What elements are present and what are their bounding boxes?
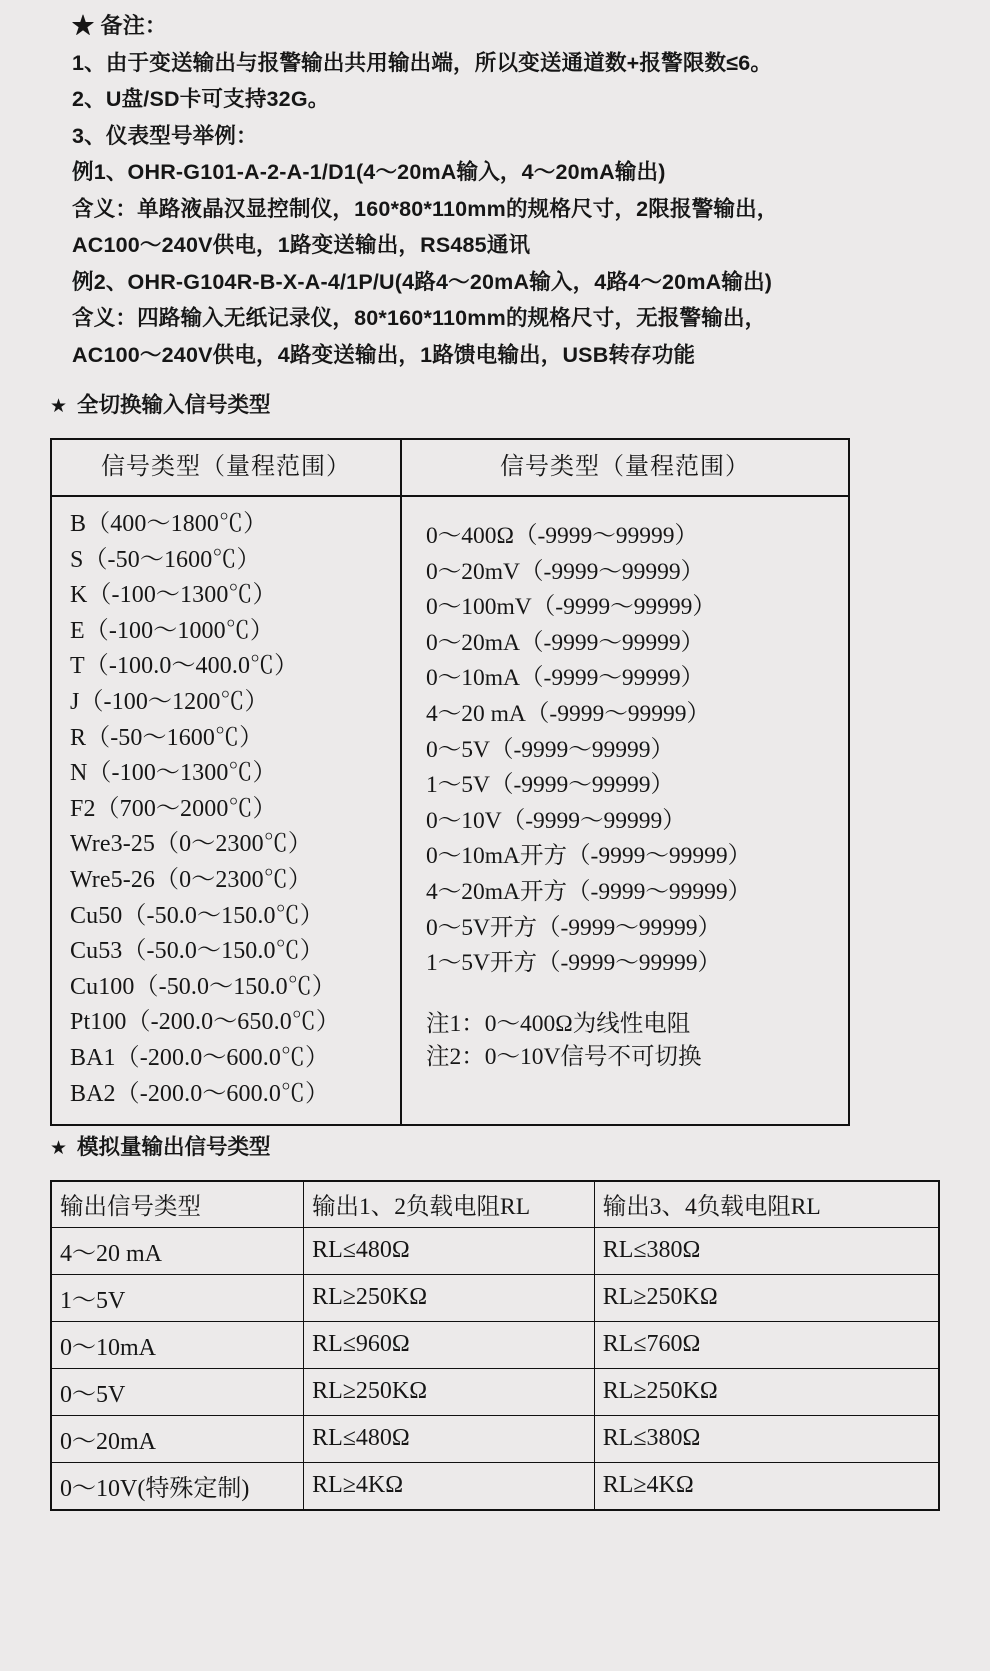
left-items-list (52, 497, 400, 1124)
cell-load-12: RL≤480Ω (304, 1416, 595, 1463)
table-note: 注1：0～400Ω为线性电阻 (426, 1010, 691, 1037)
list-item: 4～20 mA（-9999～99999） (426, 700, 710, 727)
cell-signal-type: 0～20mA (51, 1416, 304, 1463)
list-item: 0～10mA（-9999～99999） (426, 665, 705, 692)
column-header: 输出信号类型 (51, 1181, 304, 1228)
cell-load-34: RL≤380Ω (594, 1228, 939, 1275)
note-line: 1、由于变送输出与报警输出共用输出端，所以变送通道数+报警限数≤6。 (72, 50, 773, 75)
column-header: 输出3、4负载电阻RL (594, 1181, 939, 1228)
right-items-list (402, 497, 848, 1086)
column-header: 信号类型（量程范围） (52, 440, 400, 497)
spacer (426, 982, 848, 1008)
note-line: 例2、OHR-G104R-B-X-A-4/1P/U(4路4～20mA输入，4路4～20mA输出) (72, 269, 773, 294)
cell-signal-type: 0～10V(特殊定制) (51, 1463, 304, 1511)
cell-signal-type: 0～10mA (51, 1322, 304, 1369)
note-line: 含义：单路液晶汉显控制仪，160*80*110mm的规格尺寸，2限报警输出， (72, 196, 779, 221)
list-item: Wre3-25（0～2300℃） (70, 831, 312, 858)
list-item: 0～20mV（-9999～99999） (426, 558, 705, 585)
list-item: BA1（-200.0～600.0℃） (70, 1044, 330, 1071)
input-table-left-column (52, 440, 402, 1124)
cell-load-12: RL≥250KΩ (304, 1275, 595, 1322)
analog-output-table (50, 1180, 940, 1511)
list-item: 0～400Ω（-9999～99999） (426, 523, 699, 549)
cell-load-34: RL≥250KΩ (594, 1369, 939, 1416)
notes-block (72, 8, 932, 373)
note-line: 含义：四路输入无纸记录仪，80*160*110mm的规格尺寸，无报警输出， (72, 306, 767, 330)
list-item: B（400～1800℃） (70, 511, 268, 537)
list-item: J（-100～1200℃） (70, 688, 269, 715)
notes-title: ★ 备注： (72, 13, 168, 38)
note-line: 例1、OHR-G101-A-2-A-1/D1(4～20mA输入，4～20mA输出) (72, 160, 666, 184)
table-row (51, 1369, 939, 1416)
list-item: 0～5V开方（-9999～99999） (426, 914, 722, 941)
output-section-heading-text: 模拟量输出信号类型 (77, 1135, 271, 1159)
list-item: Cu53（-50.0～150.0℃） (70, 938, 324, 965)
cell-load-12: RL≤480Ω (304, 1228, 595, 1275)
table-row (51, 1228, 939, 1275)
input-signal-table (50, 438, 850, 1126)
cell-load-34: RL≤760Ω (594, 1322, 939, 1369)
list-item: S（-50～1600℃） (70, 546, 261, 573)
note-line: 2、U盘/SD卡可支持32G。 (72, 87, 330, 111)
list-item: 0～5V（-9999～99999） (426, 736, 675, 763)
table-row (51, 1463, 939, 1511)
cell-signal-type: 1～5V (51, 1275, 304, 1322)
star-icon: ★ (50, 395, 68, 417)
note-line: 3、仪表型号举例： (72, 123, 258, 148)
cell-load-12: RL≥250KΩ (304, 1369, 595, 1416)
list-item: 1～5V开方（-9999～99999） (426, 950, 722, 977)
column-header: 信号类型（量程范围） (402, 440, 848, 497)
table-note: 注2：0～10V信号不可切换 (426, 1043, 702, 1070)
star-icon: ★ (50, 1137, 68, 1159)
list-item: R（-50～1600℃） (70, 724, 264, 751)
list-item: Pt100（-200.0～650.0℃） (70, 1009, 341, 1036)
cell-load-12: RL≥4KΩ (304, 1463, 595, 1511)
cell-load-12: RL≤960Ω (304, 1322, 595, 1369)
list-item: 0～10mA开方（-9999～99999） (426, 843, 752, 870)
list-item: T（-100.0～400.0℃） (70, 653, 299, 680)
list-item: F2（700～2000℃） (70, 795, 277, 822)
list-item: 0～100mV（-9999～99999） (426, 594, 716, 621)
list-item: N（-100～1300℃） (70, 760, 277, 787)
table-row (51, 1275, 939, 1322)
list-item: E（-100～1000℃） (70, 617, 274, 644)
note-line: AC100～240V供电，4路变送输出，1路馈电输出，USB转存功能 (72, 342, 696, 367)
list-item: Wre5-26（0～2300℃） (70, 866, 312, 893)
list-item: Cu50（-50.0～150.0℃） (70, 902, 324, 929)
input-table-right-column (402, 440, 848, 1124)
table-header-row (51, 1181, 939, 1228)
column-header: 输出1、2负载电阻RL (304, 1181, 595, 1228)
cell-load-34: RL≤380Ω (594, 1416, 939, 1463)
table-row (51, 1322, 939, 1369)
list-item: 0～20mA（-9999～99999） (426, 629, 705, 656)
list-item: 4～20mA开方（-9999～99999） (426, 878, 752, 905)
list-item: K（-100～1300℃） (70, 582, 277, 609)
output-section-heading (50, 1130, 271, 1161)
list-item: BA2（-200.0～600.0℃） (70, 1080, 330, 1107)
cell-signal-type: 4～20 mA (51, 1228, 304, 1275)
note-line: AC100～240V供电，1路变送输出，RS485通讯 (72, 233, 531, 257)
table-row (51, 1416, 939, 1463)
input-section-heading (50, 388, 271, 419)
list-item: 0～10V（-9999～99999） (426, 807, 686, 834)
list-item: 1～5V（-9999～99999） (426, 772, 675, 799)
input-section-heading-text: 全切换输入信号类型 (77, 393, 271, 417)
list-item: Cu100（-50.0～150.0℃） (70, 973, 336, 1000)
cell-signal-type: 0～5V (51, 1369, 304, 1416)
cell-load-34: RL≥250KΩ (594, 1275, 939, 1322)
cell-load-34: RL≥4KΩ (594, 1463, 939, 1511)
